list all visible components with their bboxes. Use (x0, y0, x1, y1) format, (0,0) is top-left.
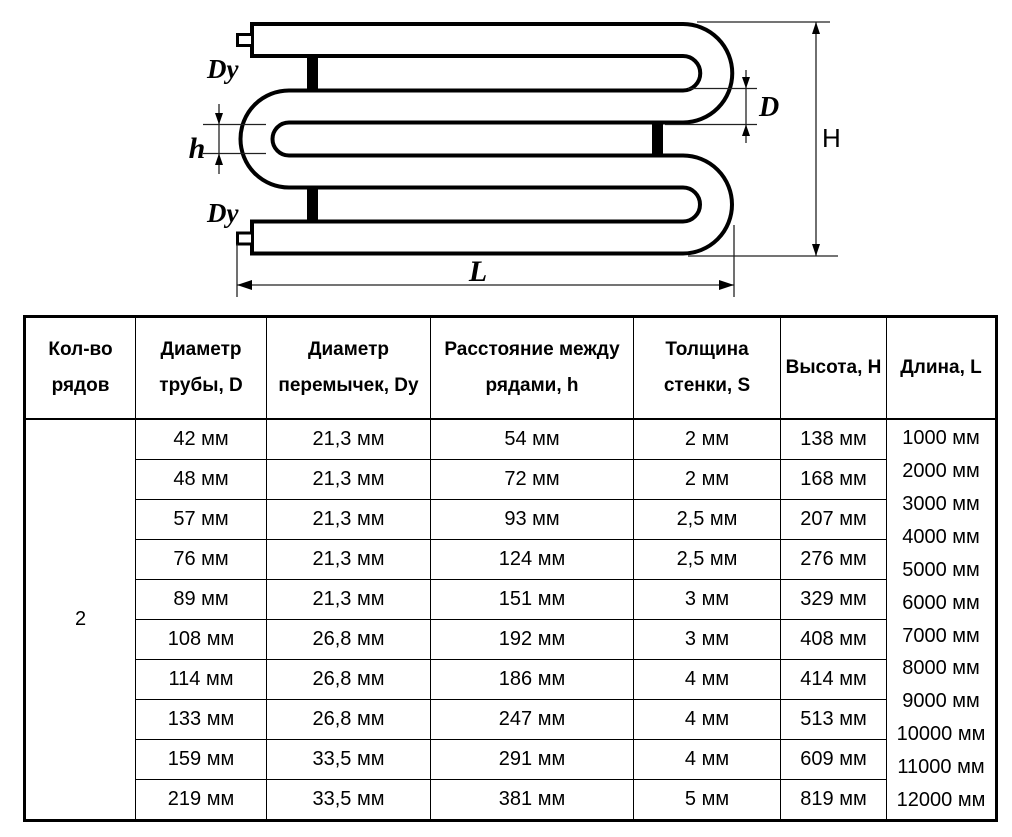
cell-d: 133 мм (136, 700, 267, 740)
cell-h: 72 мм (431, 460, 634, 500)
inlet-stub-top (238, 35, 253, 46)
cell-h: 54 мм (431, 419, 634, 460)
table-row (25, 540, 997, 580)
arrowhead (215, 113, 223, 125)
col-header-row-spacing: Расстояние между рядами, h (431, 317, 634, 420)
length-value: 5000 мм (902, 558, 980, 581)
length-value: 11000 мм (897, 756, 985, 779)
cell-h: 186 мм (431, 660, 634, 700)
arrowhead (742, 77, 750, 89)
serpentine-pipe (238, 22, 717, 256)
length-value: 4000 мм (902, 525, 980, 548)
cell-d: 76 мм (136, 540, 267, 580)
table-row (25, 580, 997, 620)
col-header-wall-thickness: Толщина стенки, S (634, 317, 781, 420)
cell-h: 93 мм (431, 500, 634, 540)
label-Dy-bottom: Dy (207, 198, 239, 228)
label-D: D (759, 92, 780, 123)
cell-height: 819 мм (781, 780, 887, 821)
pipe-bore (253, 40, 716, 238)
cell-h: 291 мм (431, 740, 634, 780)
cell-dy: 26,8 мм (267, 660, 431, 700)
cell-d: 219 мм (136, 780, 267, 821)
cell-s: 4 мм (634, 660, 781, 700)
cell-height: 408 мм (781, 620, 887, 660)
col-header-jumper-diameter: Диаметр перемычек, Dy (267, 317, 431, 420)
cell-dy: 21,3 мм (267, 500, 431, 540)
register-diagram (0, 0, 1012, 315)
cell-d: 42 мм (136, 419, 267, 460)
lengths-cell (887, 419, 997, 821)
cell-s: 2 мм (634, 460, 781, 500)
length-value: 6000 мм (902, 591, 980, 614)
table-row (25, 780, 997, 821)
length-value: 10000 мм (896, 723, 986, 746)
cell-dy: 26,8 мм (267, 700, 431, 740)
cell-s: 2,5 мм (634, 500, 781, 540)
cell-height: 513 мм (781, 700, 887, 740)
length-value: 12000 мм (896, 789, 986, 812)
cell-height: 414 мм (781, 660, 887, 700)
register-drawing-svg (0, 0, 1012, 315)
cell-h: 124 мм (431, 540, 634, 580)
length-value: 3000 мм (902, 492, 980, 515)
arrowhead (812, 22, 820, 34)
table-row (25, 700, 997, 740)
jumper-left-bottom (307, 188, 318, 222)
cell-s: 4 мм (634, 740, 781, 780)
cell-dy: 33,5 мм (267, 740, 431, 780)
cell-dy: 21,3 мм (267, 540, 431, 580)
length-value: 8000 мм (902, 657, 980, 680)
cell-dy: 21,3 мм (267, 419, 431, 460)
cell-d: 48 мм (136, 460, 267, 500)
jumper-left-top (307, 56, 318, 90)
cell-height: 329 мм (781, 580, 887, 620)
col-header-height: Высота, Н (781, 317, 887, 420)
cell-d: 108 мм (136, 620, 267, 660)
length-value: 1000 мм (902, 427, 980, 450)
cell-d: 89 мм (136, 580, 267, 620)
cell-height: 276 мм (781, 540, 887, 580)
cell-dy: 33,5 мм (267, 780, 431, 821)
table-row (25, 660, 997, 700)
cell-dy: 21,3 мм (267, 580, 431, 620)
spec-table (23, 315, 998, 822)
cell-s: 2 мм (634, 419, 781, 460)
cell-h: 151 мм (431, 580, 634, 620)
cell-dy: 21,3 мм (267, 460, 431, 500)
cell-height: 609 мм (781, 740, 887, 780)
arrowhead (237, 280, 252, 290)
label-h: h (188, 132, 206, 165)
table-row (25, 740, 997, 780)
arrowhead (719, 280, 734, 290)
arrowhead (215, 154, 223, 166)
pipe-outline (253, 40, 716, 238)
cell-h: 247 мм (431, 700, 634, 740)
row-count-cell: 2 (25, 419, 136, 821)
table-row (25, 500, 997, 540)
cell-d: 159 мм (136, 740, 267, 780)
table-row (25, 419, 997, 460)
length-value: 7000 мм (902, 624, 980, 647)
col-header-rows: Кол-во рядов (25, 317, 136, 420)
length-value: 9000 мм (902, 690, 980, 713)
cell-height: 138 мм (781, 419, 887, 460)
cell-h: 381 мм (431, 780, 634, 821)
cell-d: 57 мм (136, 500, 267, 540)
arrowhead (742, 125, 750, 137)
col-header-length: Длина, L (887, 317, 997, 420)
arrowhead (812, 244, 820, 256)
inlet-stub-bottom (238, 233, 253, 244)
cell-height: 168 мм (781, 460, 887, 500)
cell-h: 192 мм (431, 620, 634, 660)
cell-s: 4 мм (634, 700, 781, 740)
header-row (25, 317, 997, 420)
cell-dy: 26,8 мм (267, 620, 431, 660)
cell-d: 114 мм (136, 660, 267, 700)
cell-height: 207 мм (781, 500, 887, 540)
cell-s: 3 мм (634, 580, 781, 620)
cell-s: 3 мм (634, 620, 781, 660)
jumper-right (652, 123, 663, 155)
table-row (25, 620, 997, 660)
label-H: H (822, 123, 841, 153)
cell-s: 5 мм (634, 780, 781, 821)
col-header-pipe-diameter: Диаметр трубы, D (136, 317, 267, 420)
label-Dy-top: Dy (207, 54, 239, 84)
table-row (25, 460, 997, 500)
label-L: L (468, 255, 488, 288)
cell-s: 2,5 мм (634, 540, 781, 580)
length-value: 2000 мм (902, 459, 980, 482)
